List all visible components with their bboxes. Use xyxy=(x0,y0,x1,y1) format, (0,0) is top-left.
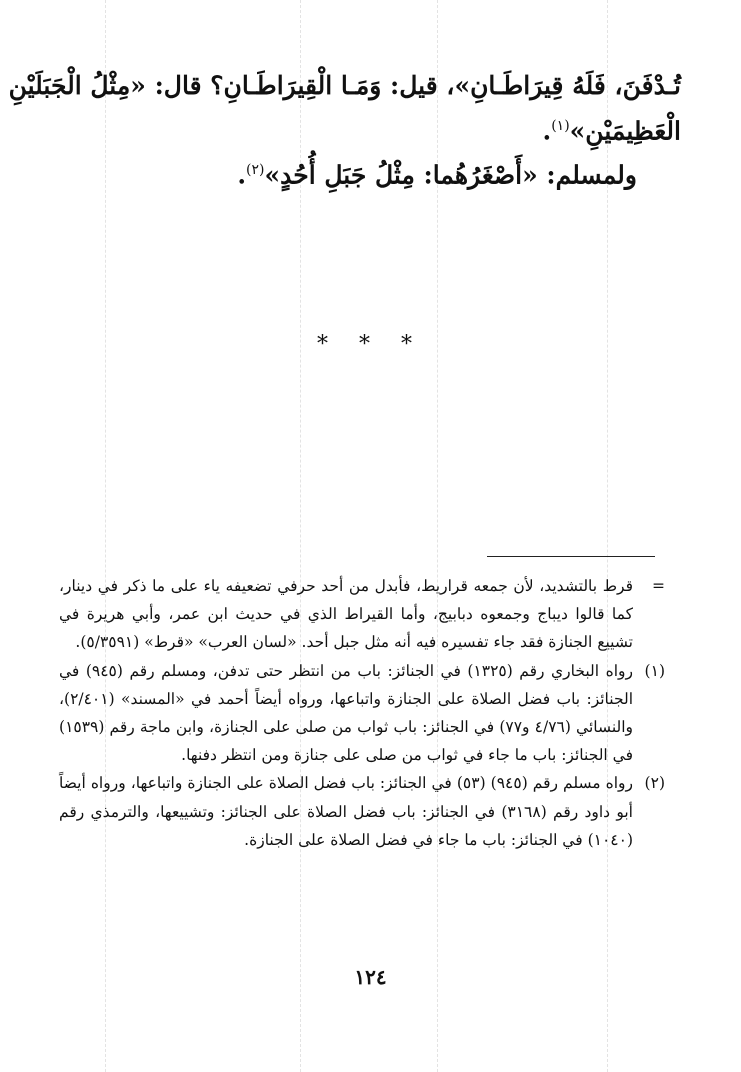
footnote-continuation-text: قرط بالتشديد، لأن جمعه قراريط، فأبدل من أحد حرفي تضعيفه ياء على ما ذكر في دينار، كما قالوا ديباج وجمعوه دبابيج، وأما القيراط الذي في حديث ابن عمر، وأبي هريرة في تشييع الجنازة فقد جاء تفسيره فيه أنه مثل جبل أحد. «لسان العرب» «قرط» (٥/٣٥٩١). xyxy=(59,577,633,652)
footnote-2-text: رواه مسلم رقم (٩٤٥) (٥٣) في الجنائز: باب فضل الصلاة على الجنازة واتباعها، ورواه أيضاً أبو داود رقم (٣١٦٨) في الجنائز: باب فضل الصلاة على الجنائز: وتشييعها، والترمذي رقم (١٠٤٠) في الجنائز: باب ما جاء في فضل الصلاة على الجنازة. xyxy=(59,774,634,849)
continuation-marker: = xyxy=(652,577,665,595)
footnote-continuation xyxy=(59,572,665,657)
footnote-1-text: رواه البخاري رقم (١٣٢٥) في الجنائز: باب من انتظر حتى تدفن، ومسلم رقم (٩٤٥) في الجنائز: باب فضل الصلاة على الجنازة واتباعها، ورواه أيضاً أحمد في «المسند» (٢/٤٠١)، والنسائي (٤/٧٦ و٧٧) في الجنائز: باب ثواب من صلى على الجنازة، وابن ماجة رقم (١٥٣٩) في الجنائز: باب ما جاء في ثواب من صلى على جنازة ومن انتظر دفنها. xyxy=(59,661,634,765)
full-stop: . xyxy=(237,160,247,190)
section-ornament: * * * xyxy=(317,332,424,357)
hadith-text-line-3 xyxy=(0,150,637,195)
footnote-ref-1: (١) xyxy=(551,118,570,134)
muslim-narration: ولمسلم: «أَصْغَرُهُما: مِثْلُ جَبَلِ أُحُدٍ» xyxy=(264,160,637,190)
footnote-separator xyxy=(487,556,655,557)
footnote-1-number: (١) xyxy=(644,661,665,680)
full-stop: . xyxy=(542,116,552,146)
footnotes xyxy=(59,572,665,854)
footnote-2-number: (٢) xyxy=(644,774,665,793)
hadith-text-fragment: الْعَظِيمَيْنِ» xyxy=(569,116,681,146)
footnote-1 xyxy=(59,657,665,770)
page-number: ١٢٤ xyxy=(354,965,387,989)
hadith-text-line-1: تُـدْفَنَ، فَلَهُ قِيرَاطَـانِ»، قيل: وَمَـا الْقِيرَاطَـانِ؟ قال: «مِثْلُ الْجَبَلَيْنِ xyxy=(8,71,681,100)
footnote-ref-2: (٢) xyxy=(246,162,265,178)
hadith-text-line-2 xyxy=(41,106,681,151)
footnote-2 xyxy=(59,769,665,854)
